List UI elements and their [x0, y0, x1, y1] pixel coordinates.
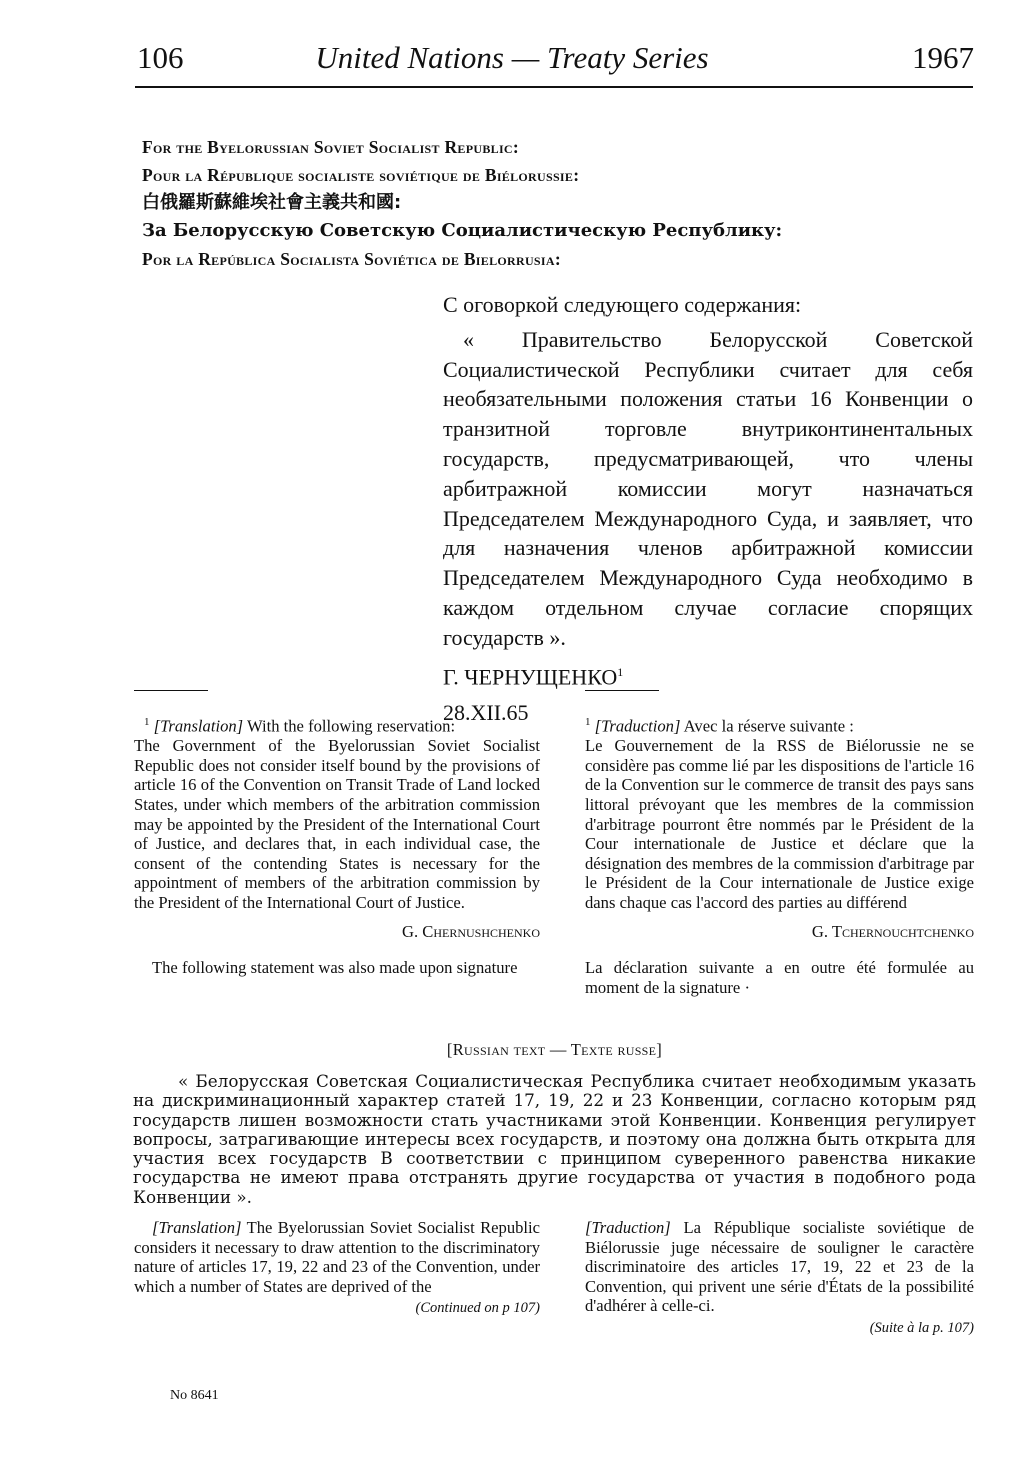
russian-statement: [133, 1072, 976, 1207]
footnote-english: [134, 713, 540, 978]
translation-label: [Translation]: [153, 716, 244, 736]
footnote-rule-left: [134, 690, 208, 691]
party-french: Pour la République socialiste soviétique de Biélorussie:: [142, 165, 580, 185]
header-year: 1967: [912, 40, 974, 75]
translation-en-continued: (Continued on p 107): [415, 1300, 540, 1317]
running-title: United Nations — Treaty Series: [315, 40, 709, 75]
footnote-marker: 1: [585, 716, 591, 728]
footnote-reference: 1: [617, 664, 624, 679]
party-english: For the Byelorussian Soviet Socialist Republic:: [142, 137, 520, 157]
translation-french: [585, 1218, 974, 1339]
translation-fr-label: [Traduction]: [585, 1218, 671, 1237]
translation-english: [134, 1218, 540, 1319]
footnote-fr-text: Le Gouvernement de la RSS de Biélorussie ne se considère pas comme lié par les dispositions de l'article 16 de la Convention sur le commerce de transit des pays sans littoral prévoyant que les membres de la commission d'arbitrage pourront être nommés par le Président de la Cour internationale de Justice et déclare que la désignation des membres de la commission d'arbitrage par le Président de la Cour internationale de Justice exige dans chaque cas l'accord des parties au différend: [585, 736, 974, 912]
reservation-russian: [443, 290, 973, 727]
footnote-en-signatory: G. Chernushchenko: [401, 922, 540, 942]
footnote-en-text: The Government of the Byelorussian Soviet Socialist Republic does not consider itself bound by the provisions of article 16 of the Convention on Transit Trade of Land locked States, under which members of the arbitration commission may be appointed by the President of the International Court of Justice, and declares that, in each individual case, the consent of the contending States is necessary for the appointment of members of the arbitration commission by the President of the International Court of Justice.: [134, 736, 540, 912]
signatory-name: Г. ЧЕРНУЩЕНКО: [443, 663, 618, 689]
translation-en-paragraph: [134, 1218, 540, 1296]
header-rule: [135, 86, 973, 88]
translation-fr-text: La République socialiste soviétique de Biélorussie juge nécessaire de souligner le caractère discriminatoire des articles 17, 19, 22 et 23 de la Convention, qui privent une série d'États de la possibilité d'adhérer à celle-ci.: [585, 1218, 975, 1316]
footnote-fr-lead-line: [585, 713, 974, 736]
party-russian: За Белорусскую Советскую Социалистическую Республику:: [142, 220, 783, 241]
traduction-label: [Traduction]: [594, 716, 681, 736]
translation-en-label: [Translation]: [152, 1218, 242, 1237]
footnote-marker: 1: [144, 716, 150, 728]
reservation-date: 28.XII.65: [443, 699, 529, 725]
footnote-french: [585, 713, 974, 997]
party-chinese: 白俄羅斯蘇維埃社會主義共和國:: [142, 192, 402, 213]
translation-fr-continued: (Suite à la p. 107): [869, 1319, 974, 1336]
page-number: 106: [137, 40, 184, 75]
translation-en-text: The Byelorussian Soviet Socialist Republic considers it necessary to draw attention to the discriminatory nature of articles 17, 19, 22 and 23 of the Convention, under which a number of States are deprived of the: [134, 1218, 540, 1296]
footnote-rule-right: [585, 690, 659, 691]
footnote-fr-statement: La déclaration suivante a en outre été formulée au moment de la signature ·: [585, 958, 974, 997]
footnote-en-lead: With the following reservation:: [246, 716, 456, 736]
footnote-fr-signatory: G. Tchernouchtchenko: [811, 922, 974, 942]
reservation-signature: [443, 658, 973, 692]
translation-fr-paragraph: [585, 1218, 974, 1316]
footnote-fr-lead: Avec la réserve suivante :: [683, 716, 854, 736]
footnote-en-statement: The following statement was also made upon signature: [152, 958, 518, 978]
russian-text-heading: [Russian text — Texte russe]: [446, 1040, 663, 1059]
treaty-number: No 8641: [170, 1388, 219, 1403]
reservation-intro: С оговоркой следующего содержания:: [443, 292, 802, 317]
russian-statement-body: « Белорусская Советская Социалистическая Республика считает необходимым указать на дискриминационный характер статей 17, 19, 22 и 23 Конвенции, согласно которым ряд государств лишен возможности стать участниками этой Конвенции. Конвенция регулирует вопросы, затрагивающие интересы всех государств, и поэтому она должна быть открыта для участия всех государств В соответствии с принципом суверенного равенства никакие государства не имеют права отстранять другие государства от участия в подобного рода Конвенции ».: [133, 1071, 976, 1207]
footnote-en-lead-line: [134, 713, 540, 736]
reservation-body: « Правительство Белорусской Советской Социалистической Республики считает для себя необязательными положения статьи 16 Конвенции о транзитной торговле внутриконтинентальных государств, предусматривающей, что члены арбитражной комиссии могут назначаться Председателем Международного Суда, и заявляет, что для назначения членов арбитражной комиссии Председателем Международного Суда необходимо в каждом отдельном случае согласие спорящих государств ».: [443, 326, 973, 650]
party-spanish: Por la República Socialista Soviética de Bielorrusia:: [142, 249, 561, 269]
